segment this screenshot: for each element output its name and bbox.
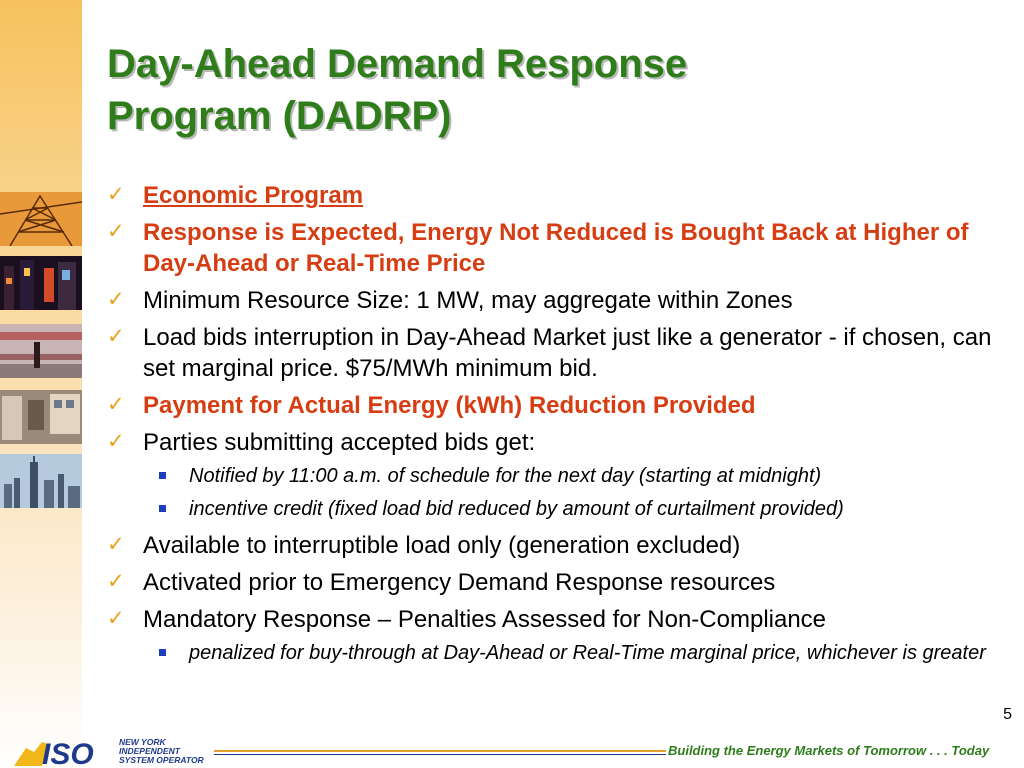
bullet-item <box>107 390 1007 421</box>
bullet-text: Mandatory Response – Penalties Assessed for Non-Compliance <box>143 606 827 633</box>
bullet-text: Economic Program <box>143 182 364 209</box>
sub-bullet-item <box>107 497 1007 521</box>
bullet-item <box>107 427 1007 458</box>
bullet-text: Response is Expected, Energy Not Reduced is Bought Back at Higher of Day-Ahead or Real-Time Price <box>143 219 969 277</box>
checkmark-icon: ✓ <box>107 533 125 556</box>
bullet-item <box>107 604 1007 635</box>
city-night-image <box>0 256 82 310</box>
checkmark-icon: ✓ <box>107 430 125 453</box>
title-line-2: Program (DADRP) <box>107 94 452 138</box>
logo-caption-line-3: SYSTEM OPERATOR <box>119 755 204 765</box>
square-bullet-icon <box>159 505 166 512</box>
bullet-item <box>107 322 1007 384</box>
office-image <box>0 390 82 444</box>
logo-caption <box>119 738 204 765</box>
left-decorative-band <box>0 0 82 768</box>
checkmark-icon: ✓ <box>107 393 125 416</box>
bullet-text: Activated prior to Emergency Demand Response resources <box>143 569 776 596</box>
footer-divider-blue <box>214 754 666 755</box>
bullet-item <box>107 567 1007 598</box>
bullet-item <box>107 530 1007 561</box>
sub-bullet-text: penalized for buy-through at Day-Ahead or Real-Time marginal price, whichever is greater <box>189 642 986 664</box>
checkmark-icon: ✓ <box>107 325 125 348</box>
sub-bullet-item <box>107 641 1007 665</box>
footer-tagline: Building the Energy Markets of Tomorrow . . . Today <box>668 743 990 758</box>
sub-bullet-item <box>107 464 1007 488</box>
logo-caption-line-1: NEW YORK <box>119 737 166 747</box>
square-bullet-icon <box>159 649 166 656</box>
checkmark-icon: ✓ <box>107 220 125 243</box>
bullet-text: Available to interruptible load only (generation excluded) <box>143 532 741 559</box>
bullet-item <box>107 217 1007 279</box>
square-bullet-icon <box>159 472 166 479</box>
logo-caption-line-2: INDEPENDENT <box>119 746 180 756</box>
sub-bullet-text: Notified by 11:00 a.m. of schedule for the next day (starting at midnight) <box>189 465 822 487</box>
checkmark-icon: ✓ <box>107 570 125 593</box>
title-line-1: Day-Ahead Demand Response <box>107 42 688 86</box>
skyline-image <box>0 454 82 508</box>
logo-wordmark: ISO <box>42 738 94 768</box>
sub-bullet-text: incentive credit (fixed load bid reduced by amount of curtailment provided) <box>189 498 844 520</box>
slide-number: 5 <box>1003 706 1012 723</box>
checkmark-icon: ✓ <box>107 288 125 311</box>
bullet-text: Load bids interruption in Day-Ahead Market just like a generator - if chosen, can set marginal price. $75/MWh minimum bid. <box>143 324 992 382</box>
bullet-item <box>107 180 1007 211</box>
bullet-item <box>107 285 1007 316</box>
footer-divider-orange <box>214 750 666 752</box>
bullet-text: Payment for Actual Energy (kWh) Reduction Provided <box>143 392 756 419</box>
checkmark-icon: ✓ <box>107 607 125 630</box>
checkmark-icon: ✓ <box>107 183 125 206</box>
motion-blur-image <box>0 324 82 378</box>
bullet-list <box>107 180 1007 674</box>
bullet-text: Minimum Resource Size: 1 MW, may aggregate within Zones <box>143 287 793 314</box>
bullet-text: Parties submitting accepted bids get: <box>143 429 536 456</box>
slide-title <box>107 38 687 142</box>
power-tower-image <box>0 192 82 246</box>
